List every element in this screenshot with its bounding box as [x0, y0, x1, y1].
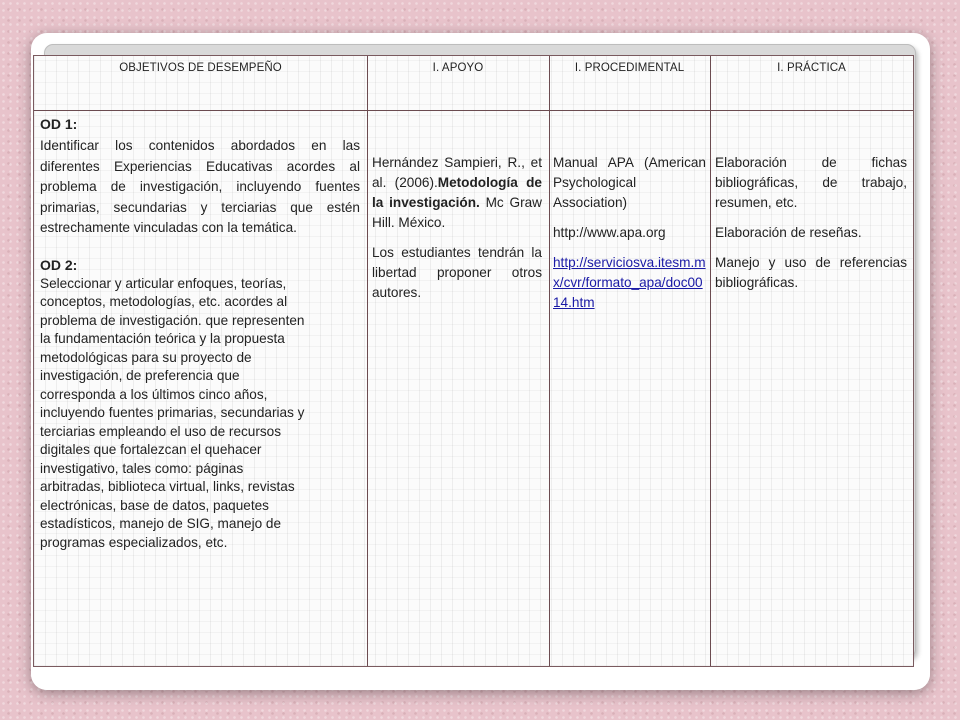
header-apoyo: I. APOYO: [432, 62, 484, 74]
practica-cell: [715, 153, 907, 293]
apoyo-cell: [372, 153, 542, 303]
practica-item-2: Elaboración de reseñas.: [715, 225, 862, 240]
practica-item-3: Manejo y uso de referencias bibliográficas.: [715, 255, 907, 290]
reference-authors: Hernández Sampieri, R., et al. (2006).: [372, 155, 542, 190]
apa-url: http://www.apa.org: [553, 225, 666, 240]
header-procedimental: I. PROCEDIMENTAL: [574, 62, 685, 74]
reference-publisher: Mc Graw Hill. México.: [372, 195, 543, 230]
format-link-paragraph: [553, 253, 706, 313]
header-divider: [34, 110, 913, 111]
header-objetivos: OBJETIVOS DE DESEMPEÑO: [119, 62, 282, 74]
header-practica: I. PRÁCTICA: [777, 62, 846, 74]
apa-manual: Manual APA (American Psychological Association): [553, 155, 706, 210]
performance-objectives-table: [33, 55, 914, 667]
od2-text: Seleccionar y articular enfoques, teorías, conceptos, metodologías, etc. acordes al problema de investigación. que representen la fundamentación teórica y la propuesta metodológicas para su proyecto de investigación, de preferencia que corresponda a los últimos cinco años, incluyendo fuentes primarias, secundarias y terciarias empleando el uso de recursos digitales que fortalezcan el quehacer investigativo, tales como: páginas arbitradas, biblioteca virtual, links, revistas electrónicas, base de datos, paquetes estadísticos, manejo de SIG, manejo de programas especializados, etc.: [40, 275, 305, 550]
column-divider-1: [367, 56, 368, 666]
column-divider-3: [710, 56, 711, 666]
procedimental-cell: [553, 153, 706, 313]
od2-title: OD 2:: [40, 256, 78, 273]
apa-format-link[interactable]: http://serviciosva.itesm.mx/cvr/formato_apa/doc0014.htm: [553, 255, 706, 310]
bottom-strip: [31, 665, 930, 690]
apoyo-reference: [372, 153, 542, 233]
apoyo-note: Los estudiantes tendrán la libertad proponer otros autores.: [372, 245, 542, 300]
column-divider-2: [549, 56, 550, 666]
od1-text: Identificar los contenidos abordados en las diferentes Experiencias Educativas acordes al problema de investigación, incluyendo fuentes primarias, secundarias y terciarias que estén estrechamente vinculadas con la temática.: [40, 138, 360, 236]
objectives-cell: [40, 116, 360, 552]
practica-item-1: Elaboración de fichas bibliográficas, de trabajo, resumen, etc.: [715, 155, 907, 210]
od1-title: OD 1:: [40, 116, 78, 132]
reference-title: Metodología de la investigación.: [372, 175, 542, 210]
